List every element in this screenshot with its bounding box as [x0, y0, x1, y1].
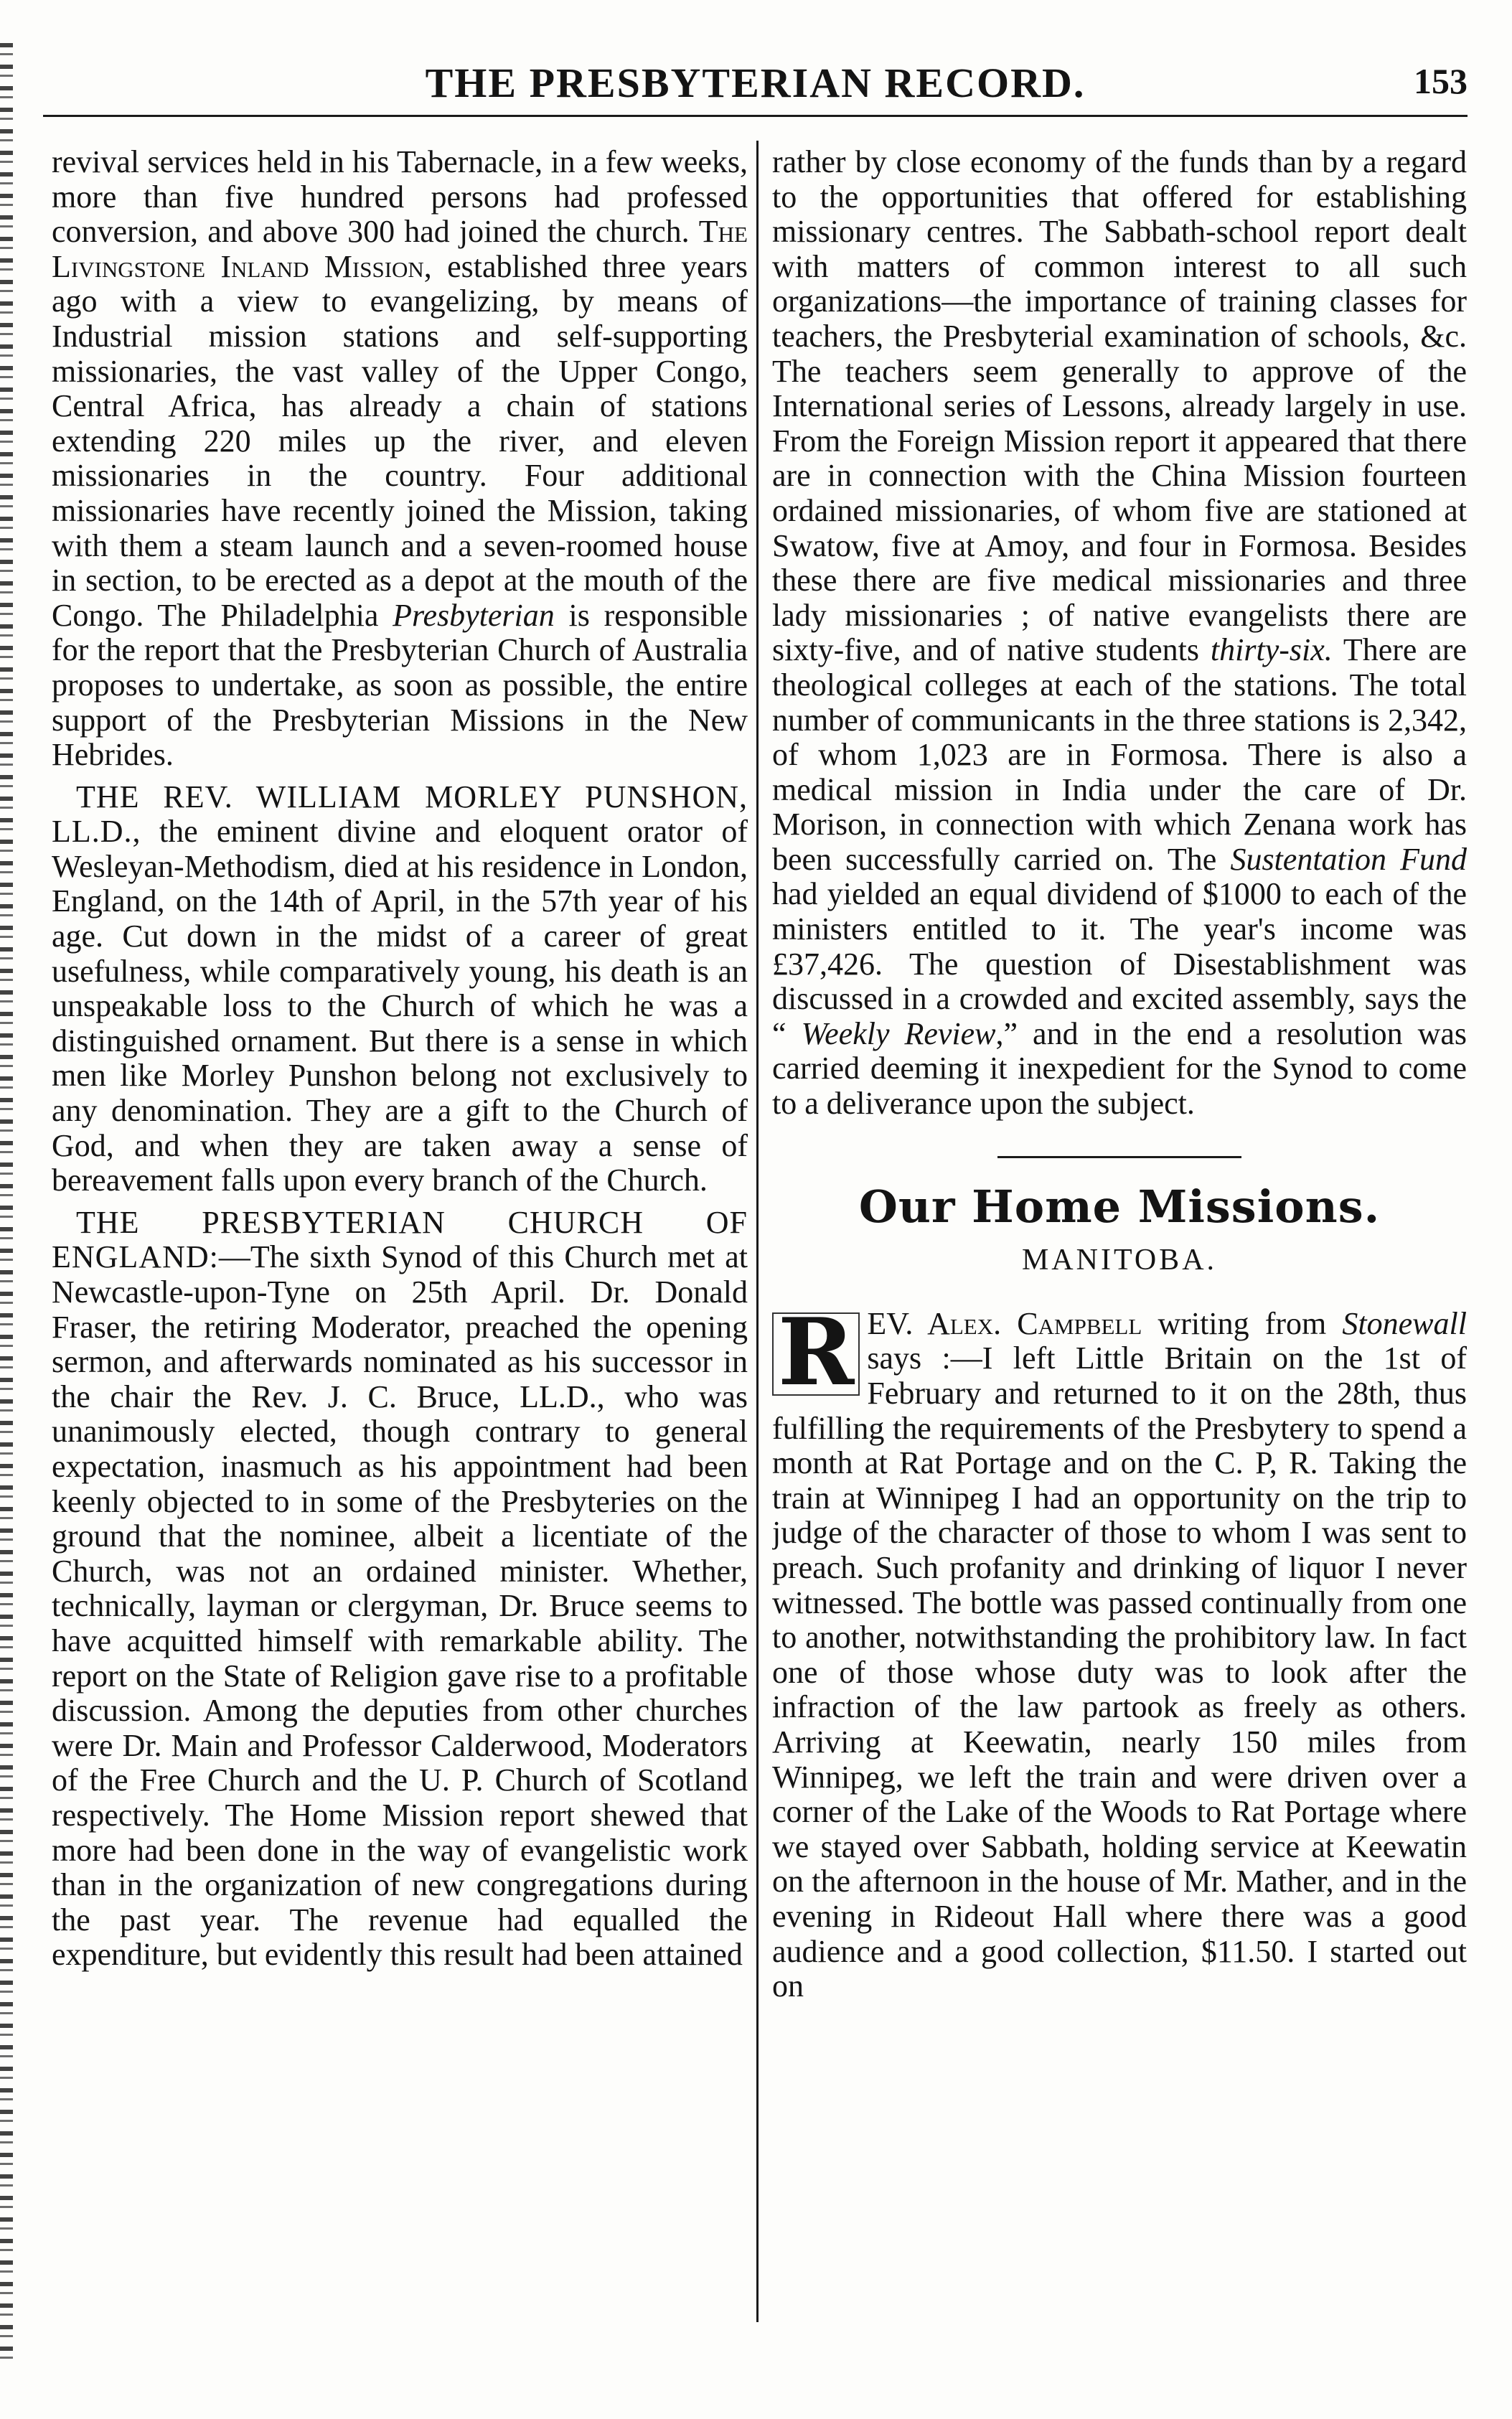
page-title: THE PRESBYTERIAN RECORD. [425, 60, 1086, 106]
text-run: There are theological colleges at each of the stations. The total number of communicants in the three stations is 2,342, of whom 1,023 are in Formosa. There is also a medical mission in India under the care of Dr. Morison, in connection with which Zenana work has been successfully carried on. The [772, 632, 1467, 877]
livingstone-mission-heading: The Livingstone Inland Mission [52, 214, 748, 284]
header-rule [43, 115, 1468, 117]
church-of-england-heading: THE PRESBYTERIAN CHURCH OF ENGLAND: [52, 1204, 748, 1275]
punshon-obituary-paragraph [52, 780, 748, 1198]
punshon-heading: THE REV. WILLIAM MORLEY PUNSHON, LL.D. [52, 779, 748, 850]
page-header [43, 56, 1468, 106]
section-rule [997, 1156, 1241, 1158]
column-divider [756, 141, 759, 2322]
text-run: revival services held in his Tabernacle, in a few weeks, more than five hundred persons had professed conversion, and above 300 had joined the church. [52, 145, 748, 250]
text-run: is responsible for the report that the Presbyterian Church of Australia proposes to undertake, as soon as possible, the entire support of the Presbyterian Missions in the New Hebrides. [52, 597, 748, 773]
text-run: says :—I left Little Britain on the 1st of February and returned to it on the 28th, thus fulfilling the requirements of the Presbytery to spend a month at Rat Portage and on the C. P, R. Taking the train at Winnipeg I had an opportunity on the trip to judge of the character of those to whom I was sent to preach. Such profanity and drinking of liquor I never witnessed. The bottle was passed continually from one to another, notwithstanding the prohibitory law. In fact one of those whose duty was to look after the infraction of the law partook as freely as others. Arriving at Keewatin, nearly 150 miles from Winnipeg, we left the train and were driven over a corner of the Lake of the Woods to Rat Portage where we stayed over Sabbath, holding service at Keewatin on the afternoon in the house of Mr. Mather, and in the evening in Rideout Hall where there was a good audience and a good collection, $11.50. I started out on [772, 1340, 1467, 2004]
place-name-stonewall: Stonewall [1342, 1305, 1467, 1341]
drop-cap-letter: R [772, 1312, 860, 1396]
left-column [52, 145, 748, 2326]
author-name: EV. Alex. Campbell [867, 1305, 1142, 1341]
synod-continued-paragraph [772, 145, 1467, 1122]
right-column [772, 145, 1467, 2326]
page-number: 153 [1414, 61, 1468, 101]
presbyterian-newspaper-title: Presbyterian [393, 597, 555, 633]
livingstone-mission-paragraph [52, 145, 748, 773]
section-title: Our Home Missions. [858, 1180, 1381, 1233]
campbell-letter-paragraph [772, 1298, 1467, 2004]
text-run: had yielded an equal dividend of $1000 to each of the ministers entitled to it. The year's income was £37,426. The question of Disestablishment was discussed in a crowded and excited assembly, says the “ [772, 876, 1467, 1051]
text-run: , established three years ago with a view to evangelizing, by means of Industrial mission stations and self-supporting missionaries, the vast valley of the Upper Congo, Central Africa, has already a chain of stations extending 220 miles up the river, and eleven missionaries in the country. Four additional missionaries have recently joined the Mission, taking with them a steam launch and a seven-roomed house in section, to be erected as a depot at the mouth of the Congo. The Philadelphia [52, 248, 748, 633]
text-run: ,” and in the end a resolution was carried deeming it inexpedient for the Synod to come to a deliverance upon the subject. [772, 1015, 1467, 1122]
text-run: , the eminent divine and eloquent orator of Wesleyan-Methodism, died at his residence in London, England, on the 14th of April, in the 57th year of his age. Cut down in the midst of a career of great usefulness, while comparatively young, his death is an unspeakable loss to the Church of which he was a distinguished ornament. But there is a sense in which men like Morley Punshon belong not exclusively to any denomination. They are a gift to the Church of God, and when they are taken away a sense of bereavement falls upon every branch of the Church. [52, 814, 748, 1198]
sustentation-fund-phrase: Sustentation Fund [1230, 841, 1467, 877]
page-binding-edge [0, 43, 13, 2361]
church-of-england-paragraph [52, 1206, 748, 1973]
italic-phrase: thirty-six. [1210, 632, 1333, 668]
weekly-review-title: Weekly Review [801, 1015, 996, 1051]
section-subtitle: MANITOBA. [1021, 1244, 1218, 1277]
text-run: —The sixth Synod of this Church met at Newcastle-upon-Tyne on 25th April. Dr. Donald Fraser, the retiring Moderator, preached the opening sermon, and afterwards nominated as his successor in the chair the Rev. J. C. Bruce, LL.D., who was unanimously elected, though contrary to general expectation, inasmuch as his appointment had been keenly objected to in some of the Presbyteries on the ground that the nominee, albeit a licentiate of the Church, was not an ordained minister. Whether, technically, layman or clergyman, Dr. Bruce seems to have acquitted himself with remarkable ability. The report on the State of Religion gave rise to a profitable discussion. Among the deputies from other churches were Dr. Main and Professor Calderwood, Moderators of the Free Church and the U. P. Church of Scotland respectively. The Home Mission report shewed that more had been done in the way of evangelistic work than in the organization of new congregations during the past year. The revenue had equalled the expenditure, but evidently this result had been attained [52, 1239, 748, 1973]
text-run: rather by close economy of the funds than by a regard to the opportunities that offered for establishing missionary centres. The Sabbath-school report dealt with matters of common interest to all such organizations—the importance of training classes for teachers, the Presbyterial examination of schools, &c. The teachers seem generally to approve of the International series of Lessons, already largely in use. From the Foreign Mission report it appeared that there are in connection with the China Mission fourteen ordained missionaries, of whom five are stationed at Swatow, five at Amoy, and four in Formosa. Besides these there are five medical missionaries and three lady missionaries ; of native evangelists there are sixty-five, and of native students [772, 145, 1467, 668]
text-run: writing from [1142, 1305, 1343, 1341]
